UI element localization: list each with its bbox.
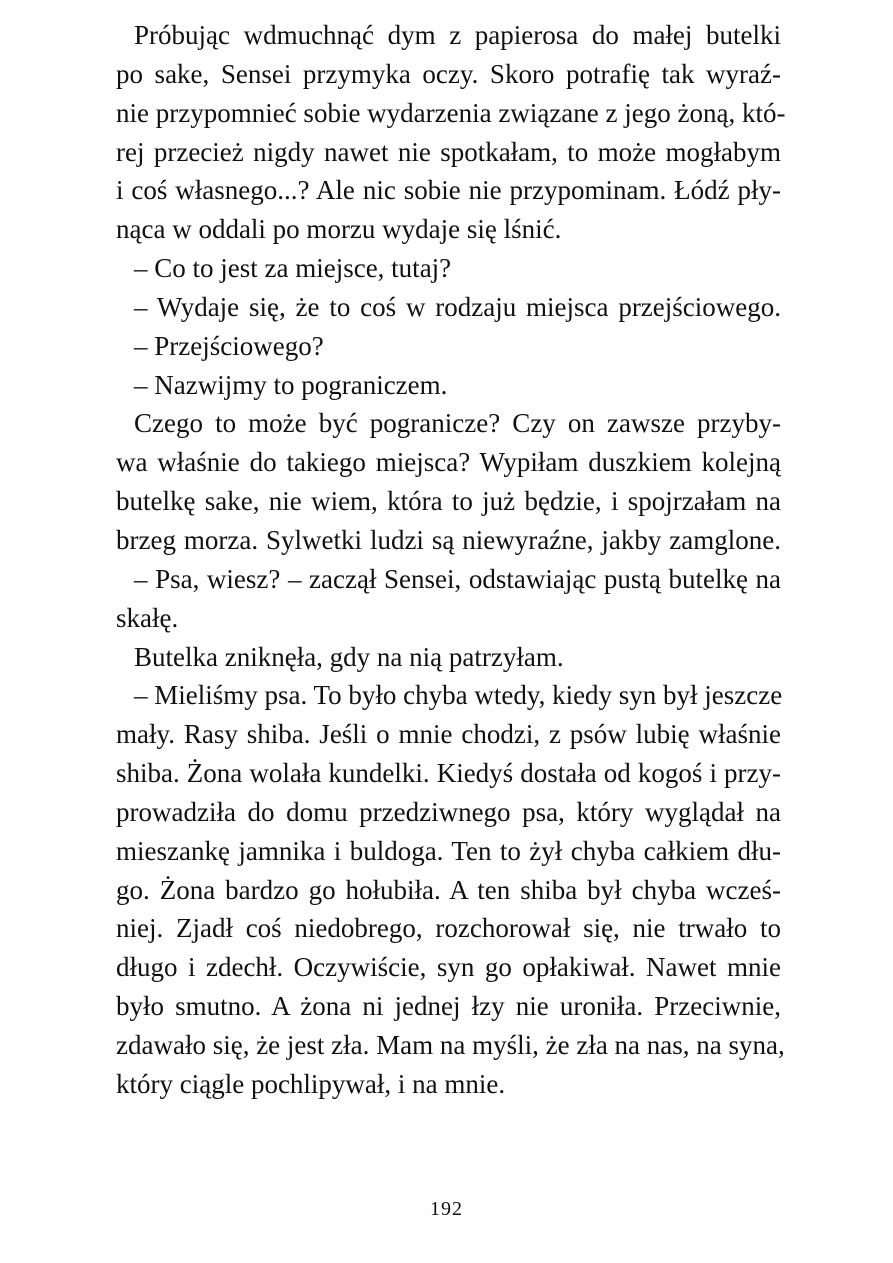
text-line: długo i zdechł. Oczywiście, syn go opłakiwał. Nawet mnie xyxy=(116,952,781,983)
text-line: – Co to jest za miejsce, tutaj? xyxy=(134,253,452,284)
text-line: było smutno. A żona ni jednej łzy nie uroniła. Przeciwnie, xyxy=(116,991,781,1022)
text-line: Próbując wdmuchnąć dym z papierosa do małej butelki xyxy=(134,20,781,50)
text-line: butelkę sake, nie wiem, która to już będzie, i spojrzałam na xyxy=(116,486,781,517)
text-line: mały. Rasy shiba. Jeśli o mnie chodzi, z psów lubię właśnie xyxy=(116,719,781,750)
text-line: shiba. Żona wolała kundelki. Kiedyś dostała od kogoś i przy- xyxy=(116,758,781,789)
text-line: skałę. xyxy=(116,602,179,633)
text-line: Butelka zniknęła, gdy na nią patrzyłam. xyxy=(134,641,564,672)
text-line: wa właśnie do takiego miejsca? Wypiłam duszkiem kolejną xyxy=(116,447,781,478)
text-line: po sake, Sensei przymyka oczy. Skoro potrafię tak wyraź- xyxy=(116,58,781,89)
text-line: nąca w oddali po morzu wydaje się lśnić. xyxy=(116,214,562,245)
text-line: – Przejściowego? xyxy=(134,330,324,361)
text-line: – Psa, wiesz? – zaczął Sensei, odstawiając pustą butelkę na xyxy=(134,563,781,594)
text-line: rej przecież nigdy nawet nie spotkałam, to może mogłabym xyxy=(116,136,781,167)
text-line: Czego to może być pogranicze? Czy on zawsze przyby- xyxy=(134,408,781,439)
text-line: nie przypomnieć sobie wydarzenia związane z jego żoną, któ- xyxy=(116,97,786,128)
text-line: mieszankę jamnika i buldoga. Ten to żył chyba całkiem dłu- xyxy=(116,835,781,866)
text-line: i coś własnego...? Ale nic sobie nie przypominam. Łódź pły- xyxy=(116,175,781,206)
text-line: – Mieliśmy psa. To było chyba wtedy, kiedy syn był jeszcze xyxy=(134,680,783,711)
body-text xyxy=(116,16,786,1104)
text-line: – Wydaje się, że to coś w rodzaju miejsca przejściowego. xyxy=(134,291,781,322)
text-line: – Nazwijmy to pograniczem. xyxy=(134,369,448,400)
text-line: prowadziła do domu przedziwnego psa, który wyglądał na xyxy=(116,796,781,827)
text-line: który ciągle pochlipywał, i na mnie. xyxy=(116,1068,506,1099)
text-line: brzeg morza. Sylwetki ludzi są niewyraźne, jakby zamglone. xyxy=(116,524,781,555)
page-number: 192 xyxy=(430,1198,463,1220)
text-line: go. Żona bardzo go hołubiła. A ten shiba był chyba wcześ- xyxy=(116,874,781,905)
text-line: zdawało się, że jest zła. Mam na myśli, że zła na nas, na syna, xyxy=(116,1029,785,1060)
text-line: niej. Zjadł coś niedobrego, rozchorował się, nie trwało to xyxy=(116,913,781,944)
